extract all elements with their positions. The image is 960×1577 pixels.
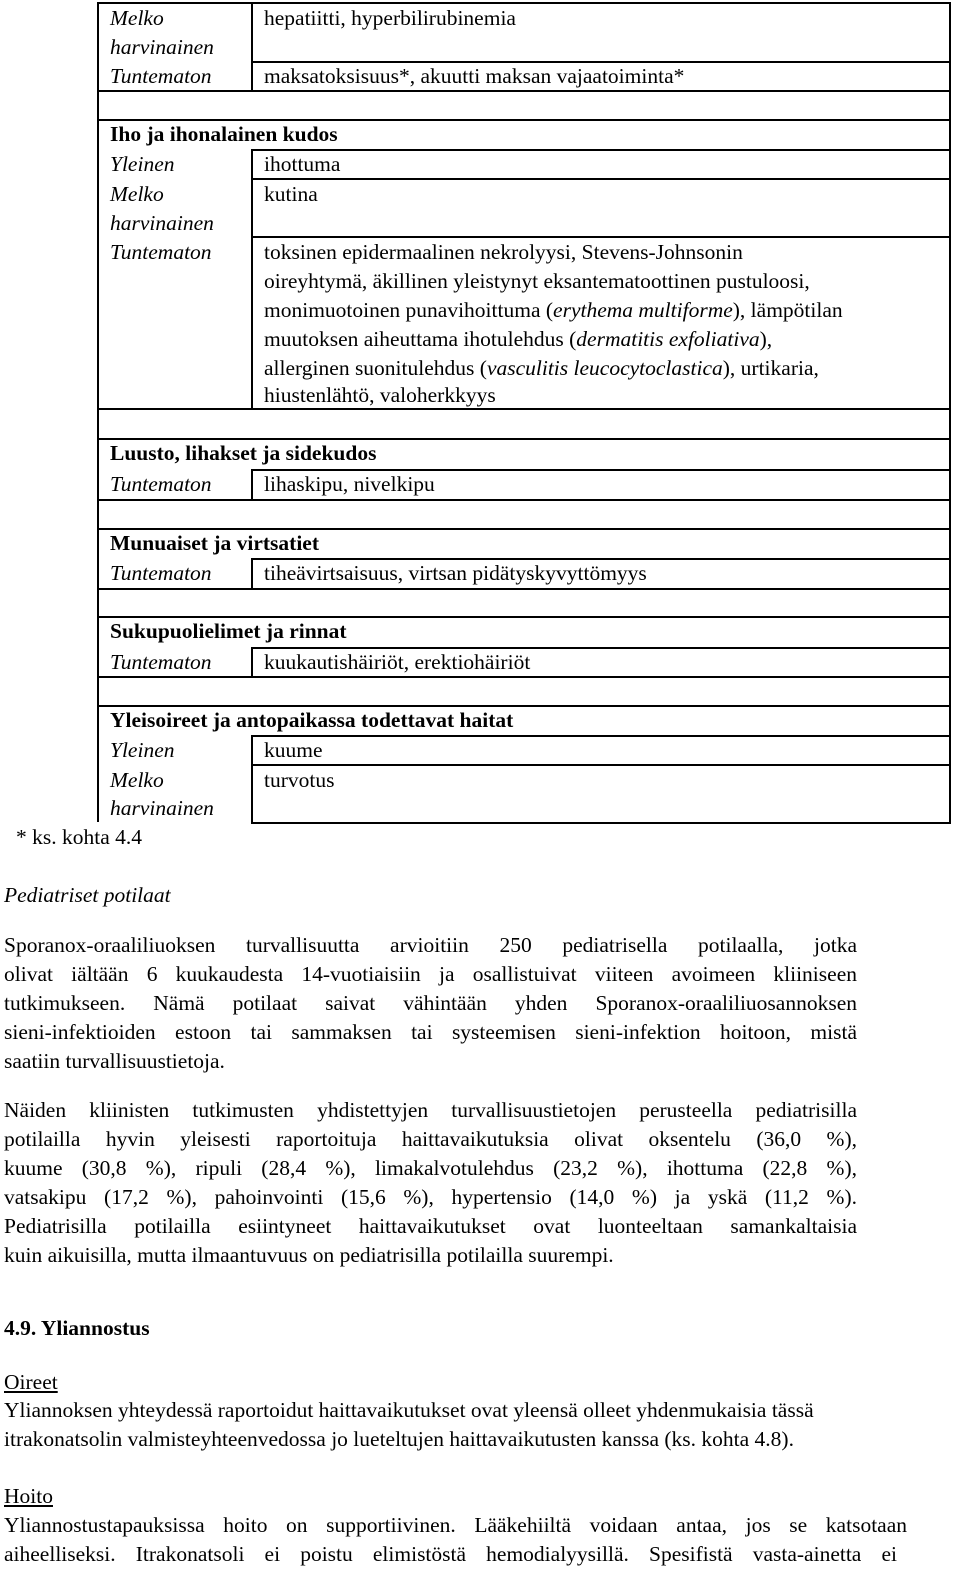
- pediatric-paragraph-2: [4, 1096, 857, 1270]
- text-line: tutkimukseen. Nämä potilaat saivat vähintään yhden Sporanox-oraaliliuosannoksen: [4, 991, 857, 1015]
- soc-heading-musculo: Luusto, lihakset ja sidekudos: [110, 441, 377, 465]
- freq-label: Melko: [110, 182, 164, 206]
- freq-label: Melko: [110, 768, 164, 792]
- effect-text: [264, 325, 772, 354]
- text-line: vatsakipu (17,2 %), pahoinvointi (15,6 %), hypertensio (14,0 %) ja yskä (11,2 %).: [4, 1185, 857, 1209]
- text-line: kuin aikuisilla, mutta ilmaantuvuus on pediatrisilla potilailla suurempi.: [4, 1243, 614, 1267]
- treatment-paragraph: [4, 1511, 939, 1569]
- effect-text: [264, 296, 843, 325]
- symptoms-paragraph: [4, 1396, 939, 1454]
- text-line: aiheelliseksi. Itrakonatsoli ei poistu elimistöstä hemodialyysillä. Spesifistä vasta-ainetta ei: [4, 1542, 897, 1566]
- freq-label: Tuntematon: [110, 472, 212, 496]
- text-line: Näiden kliinisten tutkimusten yhdistettyjen turvallisuustietojen perusteella pediatrisilla: [4, 1098, 857, 1122]
- treatment-heading: Hoito: [4, 1484, 53, 1508]
- effect-text: [264, 354, 819, 383]
- freq-label: Yleinen: [110, 738, 175, 762]
- latin-term: erythema multiforme: [553, 298, 733, 322]
- freq-label: harvinainen: [110, 211, 214, 235]
- pediatric-paragraph-1: [4, 931, 857, 1076]
- soc-heading-skin: Iho ja ihonalainen kudos: [110, 122, 338, 146]
- effect-text: kuume: [264, 738, 323, 762]
- symptoms-heading: Oireet: [4, 1370, 58, 1394]
- pediatric-heading: Pediatriset potilaat: [4, 883, 171, 907]
- effect-segment: ), urtikaria,: [722, 356, 819, 380]
- freq-label: Yleinen: [110, 152, 175, 176]
- text-line: Pediatrisilla potilailla esiintyneet haittavaikutukset ovat luonteeltaan samankaltaisia: [4, 1214, 857, 1238]
- effect-text: toksinen epidermaalinen nekrolyysi, Stevens-Johnsonin: [264, 240, 743, 264]
- freq-label: harvinainen: [110, 35, 214, 59]
- effect-text: hiustenlähtö, valoherkkyys: [264, 383, 496, 407]
- soc-heading-general: Yleisoireet ja antopaikassa todettavat haitat: [110, 708, 514, 732]
- effect-segment: monimuotoinen punavihoittuma (: [264, 298, 554, 322]
- effect-segment: ), lämpötilan: [732, 298, 843, 322]
- table-footnote: * ks. kohta 4.4: [16, 825, 143, 849]
- effect-segment: ),: [759, 327, 773, 351]
- text-line: Sporanox-oraaliliuoksen turvallisuutta arvioitiin 250 pediatrisella potilaalla, jotka: [4, 933, 857, 957]
- effect-text: kutina: [264, 182, 318, 206]
- text-line: Yliannostustapauksissa hoito on supportiivinen. Lääkehiiltä voidaan antaa, jos se katsotaan: [4, 1513, 907, 1537]
- freq-label: Melko: [110, 6, 164, 30]
- effect-segment: allerginen suonitulehdus (: [264, 356, 487, 380]
- effect-text: ihottuma: [264, 152, 341, 176]
- effect-text: hepatiitti, hyperbilirubinemia: [264, 6, 516, 30]
- effect-text: lihaskipu, nivelkipu: [264, 472, 435, 496]
- latin-term: vasculitis leucocytoclastica: [486, 356, 723, 380]
- text-line: sieni-infektioiden estoon tai sammaksen tai systeemisen sieni-infektion hoitoon, mistä: [4, 1020, 857, 1044]
- text-line: potilailla hyvin yleisesti raportoituja haittavaikutuksia olivat oksentelu (36,0 %),: [4, 1127, 857, 1151]
- section-heading-overdose: 4.9. Yliannostus: [4, 1316, 150, 1340]
- soc-heading-renal: Munuaiset ja virtsatiet: [110, 531, 319, 555]
- effect-text: tiheävirtsaisuus, virtsan pidätyskyvyttömyys: [264, 561, 647, 585]
- text-line: olivat iältään 6 kuukaudesta 14-vuotiaisiin ja osallistuivat viiteen avoimeen kliiniseen: [4, 962, 857, 986]
- freq-label: Tuntematon: [110, 561, 212, 585]
- freq-label: Tuntematon: [110, 650, 212, 674]
- text-line: Yliannoksen yhteydessä raportoidut haittavaikutukset ovat yleensä olleet yhdenmukaisia tässä: [4, 1398, 814, 1422]
- freq-label: harvinainen: [110, 796, 214, 820]
- freq-label: Tuntematon: [110, 64, 212, 88]
- effect-text: kuukautishäiriöt, erektiohäiriöt: [264, 650, 531, 674]
- text-line: saatiin turvallisuustietoja.: [4, 1049, 225, 1073]
- effect-segment: muutoksen aiheuttama ihotulehdus (: [264, 327, 577, 351]
- effect-text: turvotus: [264, 768, 335, 792]
- effect-text: maksatoksisuus*, akuutti maksan vajaatoiminta*: [264, 64, 685, 88]
- soc-heading-repro: Sukupuolielimet ja rinnat: [110, 619, 347, 643]
- effect-text: oireyhtymä, äkillinen yleistynyt eksantematoottinen pustuloosi,: [264, 269, 810, 293]
- text-line: kuume (30,8 %), ripuli (28,4 %), limakalvotulehdus (23,2 %), ihottuma (22,8 %),: [4, 1156, 857, 1180]
- latin-term: dermatitis exfoliativa: [576, 327, 760, 351]
- freq-label: Tuntematon: [110, 240, 212, 264]
- text-line: itrakonatsolin valmisteyhteenvedossa jo lueteltujen haittavaikutusten kanssa (ks. kohta 4.8).: [4, 1427, 794, 1451]
